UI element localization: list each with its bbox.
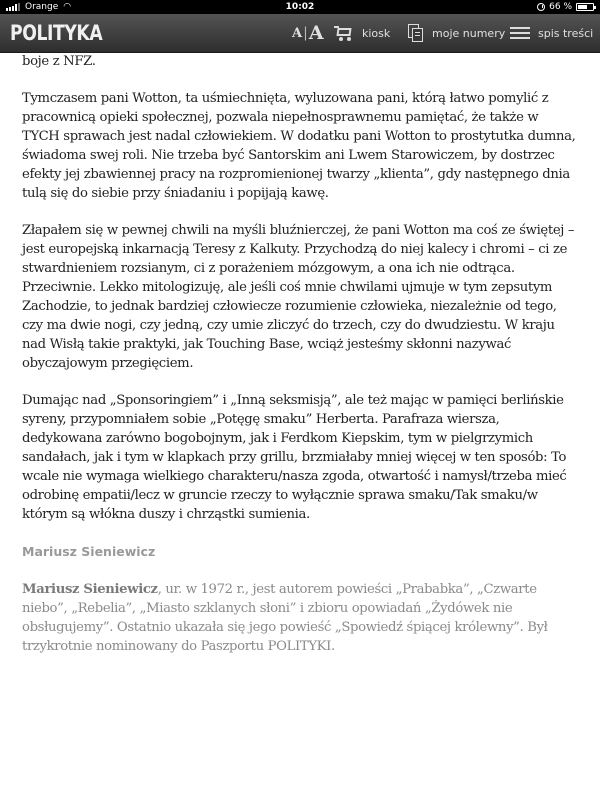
article-paragraph: Tymczasem pani Wotton, ta uśmiechnięta, wyluzowana pani, którą łatwo pomylić z pracownicą opieki społecznej, pozwala niepełnosprawnemu pamiętać, że także w TYCH sprawach jest nadal człowiekiem. W dodatku pani Wotton to prostytutka dumna, świadoma swej roli. Nie trzeba być Santorskim ani Lwem Starowiczem, by dostrzec efekty jej zbawiennej pracy na rozpromienionej twarzy „klienta”, gdy następnego dnia tulą się do siebie przy śniadaniu i popijają kawę. <box>22 91 576 201</box>
status-right <box>537 0 594 14</box>
article-paragraph: Dumając nad „Sponsoringiem” i „Inną seksmisją”, ale też mając w pamięci berlińskie syreny, przypomniałem sobie „Potęgę smaku” Herberta. Parafraza wiersza, dedykowana zarówno bogobojnym, jak i Ferdkom Kiepskim, tym w pielgrzymich sandałach, jak i tym w klapkach przy grillu, brzmiałaby mniej więcej w ten sposób: To wcale nie wymaga wielkiego charakteru/nasza zgoda, otwartość i namysł/trzeba mieć odrobinę empatii/lecz w gruncie rzeczy to wyłącznie sprawa smaku/Tak smaku/w którym są włókna duszy i chrząstki sumienia. <box>22 393 567 522</box>
wifi-icon: ◠ <box>63 2 72 12</box>
my-issues-label: moje numery <box>432 26 506 40</box>
my-issues-button[interactable] <box>408 14 505 52</box>
app-toolbar <box>0 14 600 53</box>
article-body <box>22 52 578 674</box>
font-size-button[interactable] <box>292 14 324 52</box>
table-of-contents-label: spis treści <box>538 26 594 40</box>
battery-icon <box>576 3 594 11</box>
author-bio-text: , ur. w 1972 r., jest autorem powieści „Prababka”, „Czwarte niebo”, „Rebelia”, „Miasto szklanych słoni” i zbioru opowiadań „Żydówek nie obsługujemy”. Ostatnio ukazała się jego powieść „Spowiedź śpiącej królewny”. Był trzykrotnie nominowany do Paszportu POLITYKI. <box>22 582 548 654</box>
app-logo[interactable]: POLITYKA <box>10 21 103 45</box>
list-icon <box>510 26 530 40</box>
author-signature: Mariusz Sieniewicz <box>22 544 156 559</box>
font-size-big-glyph: A <box>308 22 324 44</box>
font-size-separator: | <box>303 25 308 41</box>
kiosk-button[interactable] <box>334 14 390 52</box>
battery-percent: 66 % <box>549 2 572 12</box>
cart-icon <box>334 25 354 41</box>
rotation-lock-icon <box>537 3 545 11</box>
kiosk-label: kiosk <box>362 26 391 40</box>
status-bar <box>0 0 600 14</box>
article-paragraph: boje z NFZ. <box>22 54 96 69</box>
author-bio <box>22 580 578 656</box>
pages-icon <box>408 24 424 42</box>
status-time: 10:02 <box>285 2 315 12</box>
font-size-small-glyph: A <box>292 25 303 41</box>
article-paragraph: Złapałem się w pewnej chwili na myśli bluźnierczej, że pani Wotton ma coś ze świętej – jest europejską inkarnacją Teresy z Kalkuty. Przychodzą do niej kalecy i chromi – ci ze stwardnieniem rozsianym, ci z porażeniem mózgowym, a ona ich nie odtrąca. Przeciwnie. Lekko mitologizuję, ale jeśli coś mnie chwilami ujmuje w tym zepsutym Zachodzie, to jednak bardziej człowiecze rozumienie człowieka, niezależnie od tego, czy ma dwie nogi, czy jedną, czy umie zliczyć do trzech, czy do dwudziestu. W kraju nad Wisłą takie praktyki, jak Touching Base, wciąż jesteśmy skłonni nazywać obyczajowym przegięciem. <box>22 223 575 371</box>
author-bio-name: Mariusz Sieniewicz <box>22 582 158 597</box>
carrier-name: Orange <box>25 2 59 12</box>
battery-fill <box>578 5 587 9</box>
table-of-contents-button[interactable] <box>510 14 593 52</box>
